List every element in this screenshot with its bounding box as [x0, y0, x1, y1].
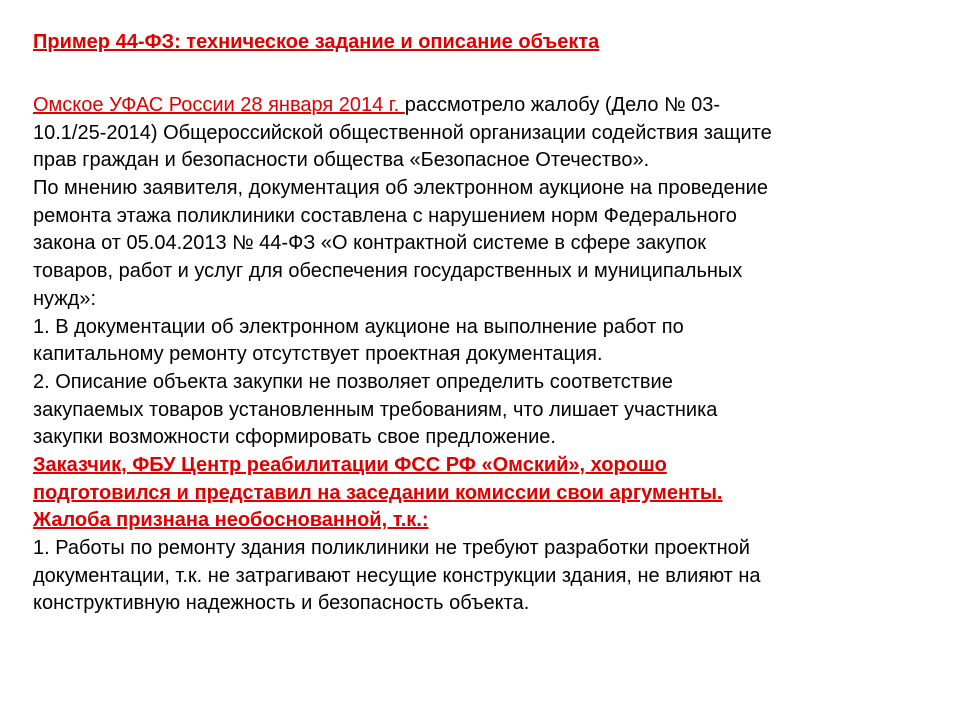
body-line: По мнению заявителя, документация об электронном аукционе на проведение — [33, 177, 768, 200]
slide-title: Пример 44-ФЗ: техническое задание и описание объекта — [33, 31, 600, 53]
intro-line — [33, 92, 933, 120]
final-line: документации, т.к. не затрагивают несущие конструкции здания, не влияют на — [33, 564, 761, 587]
red-conclusion-line: Заказчик, ФБУ Центр реабилитации ФСС РФ «Омский», хорошо — [33, 453, 667, 476]
body-line: 2. Описание объекта закупки не позволяет определить соответствие — [33, 370, 673, 393]
red-conclusion-line: Жалоба признана необоснованной, т.к.: — [33, 509, 429, 532]
body-line: нужд»: — [33, 287, 96, 310]
body-line: прав граждан и безопасности общества «Безопасное Отечество». — [33, 149, 650, 172]
slide-body — [33, 92, 933, 618]
body-line: товаров, работ и услуг для обеспечения государственных и муниципальных — [33, 260, 743, 283]
body-line: закупки возможности сформировать свое предложение. — [33, 426, 556, 449]
final-line: конструктивную надежность и безопасность объекта. — [33, 592, 530, 615]
red-conclusion-line: подготовился и представил на заседании комиссии свои аргументы. — [33, 481, 723, 504]
body-line: закона от 05.04.2013 № 44-ФЗ «О контрактной системе в сфере закупок — [33, 232, 706, 255]
body-line: 10.1/25-2014) Общероссийской общественной организации содействия защите — [33, 121, 772, 144]
body-line: капитальному ремонту отсутствует проектная документация. — [33, 343, 603, 366]
intro-rest-text: рассмотрело жалобу (Дело № 03- — [404, 94, 721, 116]
final-line: 1. Работы по ремонту здания поликлиники не требуют разработки проектной — [33, 537, 750, 559]
body-line: ремонта этажа поликлиники составлена с нарушением норм Федерального — [33, 204, 737, 227]
intro-red-text: Омское УФАС России 28 января 2014 г. — [33, 94, 405, 116]
body-line: 1. В документации об электронном аукционе на выполнение работ по — [33, 315, 684, 338]
body-line: закупаемых товаров установленным требованиям, что лишает участника — [33, 398, 718, 421]
